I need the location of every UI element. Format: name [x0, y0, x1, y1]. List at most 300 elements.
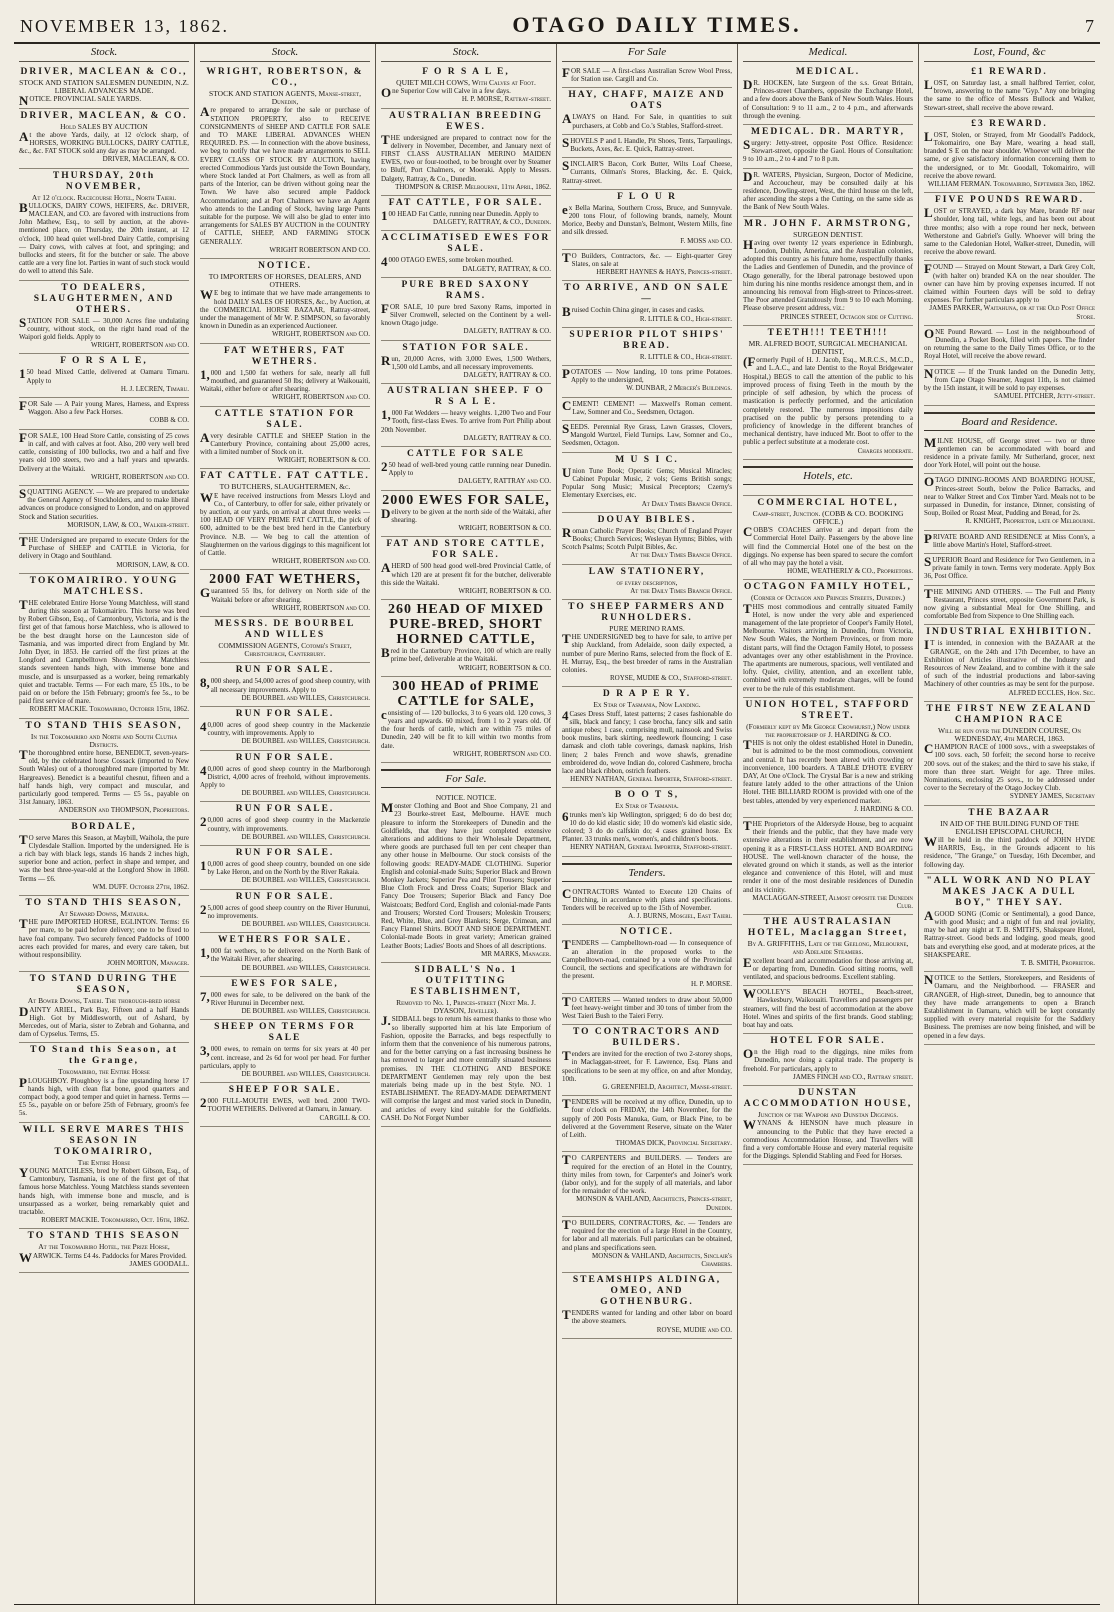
advert-body: 1,000 fat wethers, to be delivered on the North Bank of the Waitaki River, after shearing.: [200, 945, 370, 964]
advert-heading: £3 REWARD.: [971, 118, 1048, 129]
advert-signature: THOMAS DICK, Provincial Secretary.: [615, 1139, 732, 1148]
advert-signature: SAMUEL PITCHER, Jetty-street.: [994, 392, 1095, 401]
advert-heading: TO DEALERS, SLAUGHTERMEN, AND OTHERS.: [33, 282, 175, 315]
advertisement: [381, 792, 551, 963]
advertisement: [19, 574, 189, 719]
advertisement: [743, 65, 913, 125]
advert-body: LOST, on Saturday last, a small halfbred Terrier, color, brown, answering to the name "Gyp." Any one bringing the same to the office of Messrs Bullock and Walker, Stewart-street, shall receive the above reward.: [924, 77, 1095, 112]
advert-signature: MORISON, LAW, & CO.: [116, 560, 189, 569]
advert-body: STATION FOR SALE — 30,000 Acres fine undulating country, without stock, on the right hand road of the Waipori gold fields. Apply to: [19, 314, 189, 342]
column-heading: Medical.: [743, 44, 913, 62]
advert-subheading: The Entire Horse: [77, 1157, 131, 1167]
issue-date: NOVEMBER 13, 1862.: [20, 16, 230, 36]
advert-heading: TO STAND THIS SEASON: [27, 1231, 181, 1242]
advert-body: TENDERS wanted for landing and other labor on board the above steamers.: [562, 1307, 732, 1326]
advertisement: [200, 933, 370, 977]
advert-body: 1,000 Fat Wedders — heavy weights. 1,200 Two and Four Tooth, first-class Ewes. To arrive from Port Philip about 20th November.: [381, 407, 551, 434]
advert-heading: RUN FOR SALE.: [235, 665, 335, 676]
advert-body: BULLOCKS, DAIRY COWS, HEIFERS, &c. DRIVER, MACLEAN, and CO. are favored with instructions from John Mathew, Esq., to sell by auction, at the above-mentioned place, on Thursday, the 20th instant, at 12 o'clock, 100 head quiet well-bred Dairy Cattle, comprising — Dairy cows, with calves at foot, and springing; and bullocks and steers, fit for the butcher or sale. The above cattle are a very fine lot. Parties in want of such stock would do well to attend this Sale.: [19, 199, 189, 276]
advert-signature: DE BOURBEL and WILLES, Christchurch.: [241, 1070, 370, 1079]
page-number: 7: [1084, 16, 1094, 36]
advertisement: [924, 972, 1095, 1045]
advert-body: TO CARPENTERS and BUILDERS. — Tenders are required for the erection of an Hotel in the Country, thirty miles from town, for Carpenter's and Joiner's work (labor only), and for the supply of all materials, and labor for the remainder of the work.: [562, 1152, 732, 1196]
advert-subheading: Hold SALES BY AUCTION: [60, 121, 148, 131]
advertisement: [19, 486, 189, 534]
advertisement: [200, 407, 370, 470]
advertisement: [381, 600, 551, 677]
advert-subheading: By A. GRIFFITHS, Late of the Geelong, Melbourne, and Adelaide Steamers.: [747, 939, 909, 957]
advert-subheading: PURE MERINO RAMS.: [609, 623, 685, 633]
advert-body: 1,000 and 1,500 fat wethers for sale, nearly all full mouthed, and guaranteed 50 lbs; delivery at Waikouaiti, Waitaki, either before or after shearing.: [200, 366, 370, 394]
advert-heading: D R A P E R Y.: [602, 689, 692, 700]
advert-body: WOOLLEY'S BEACH HOTEL, Beach-street, Hawkesbury, Waikouaiti. Travellers and passengers per steamers, will find the best of accommodation at the above Hotel. Wines and spirits of the first brands. Good stabling; boat hay and oats.: [743, 986, 913, 1030]
advert-heading: RUN FOR SALE.: [235, 752, 335, 763]
advert-heading: FIVE POUNDS REWARD.: [934, 195, 1085, 206]
advert-signature: COBB & CO.: [149, 416, 189, 425]
advert-body: On the High road to the diggings, nine miles from Dunedin, now doing a capital trade. The property is freehold. For particulars, apply to: [743, 1046, 913, 1073]
advert-body: SUPERIOR Board and Residence for Two Gentlemen, in a private family in town. Terms very moderate. Apply Box 36, Post Office.: [924, 553, 1095, 581]
advertisement: [200, 802, 370, 846]
advert-body: SHOVELS P and L Handle, Pit Shoes, Tents, Tarpaulings, Buckets, Axes, &c. E. Quick, Rattray-street.: [562, 134, 732, 154]
advert-signature: WRIGHT, ROBERTSON and CO.: [91, 472, 189, 481]
advert-body: 25,000 acres of good sheep country on the River Hurunui, no improvements.: [200, 901, 370, 920]
advert-subheading: NOTICE. NOTICE.: [435, 792, 497, 802]
advert-body: FOR Sale — A Pair young Mares, Harness, and Express Waggon. Also a few Pack Horses.: [19, 398, 189, 417]
advertisement: [562, 421, 732, 453]
advertisement: [743, 489, 913, 496]
advert-signature: A. J. BURNS, Mosgiel, East Taieri.: [628, 912, 732, 921]
advertisement: [200, 570, 370, 617]
advertisement: [200, 617, 370, 663]
advert-signature: WRIGHT, ROBERTSON & CO.: [277, 456, 370, 465]
advert-body: AHERD of 500 head good well-bred Provincial Cattle, of which 120 are at present fit for the butcher, deliverable this side the Waitaki.: [381, 560, 551, 587]
advert-subheading: COMMISSION AGENTS, Cotomb's Street, Christchurch, Canterbury.: [218, 640, 352, 659]
column-heading: Lost, Found, &c: [924, 44, 1095, 62]
advert-heading: MESSRS. DE BOURBEL AND WILLES: [214, 618, 356, 640]
advert-body: Delivery to be given at the north side of the Waitaki, after shearing.: [381, 505, 551, 524]
advert-body: THIS most commodious and centrally situated Family Hotel, is now under the very able and experienced management of the late proprietor of Cooper's Family Hotel, Melbourne. Visitors arriving in Dunedin, from Victoria, New South Wales, the Northern Provinces, or from more distant parts, will find the Octagon Family Hotel, to possess advantages over any other establishment in the Province. The apartments are numerous, spacious, well ventilated and lofty. Quiet, civility, attention, and an excellent table, combined with extremely moderate charges, will be found ever to be the rule of this establishment.: [743, 600, 913, 693]
advert-body: LOST or STRAYED, a dark bay Mare, brande RF near shoulder, long tail, white legs, and has been out about three months; also with a rope round her neck, between Wetherstone and Gabriel's Gully. Whoever will bring the same to the Caledonian Hotel, Walker-street, Dunedin, will receive the above reward.: [924, 205, 1095, 257]
advert-heading: HOTEL FOR SALE.: [770, 1036, 886, 1047]
advert-body: Guaranteed 55 lbs, for delivery on North side of the Waitaki before or after shearing.: [200, 585, 370, 604]
advertisement: [381, 963, 551, 1127]
advertisement: [200, 469, 370, 570]
advert-body: ex Bella Marina, Southern Cross, Bruce, and Sunnyvale. 200 tons Flour, of following brands, namely, Mount Morice, Beeby and Dunstan's, Belmont, Western Mills, fine and silk dressed.: [562, 201, 732, 237]
advert-signature: DALGETY, RATTRAY & CO.: [463, 433, 551, 442]
advert-heading: TO STAND DURING THE SEASON,: [29, 974, 179, 996]
advert-heading: DRIVER, MACLEAN & CO.,: [20, 67, 188, 77]
advert-subheading: Removed to No. 1, Princes-street (Next Mr. J. DYASON, Jeweller).: [396, 998, 536, 1016]
advert-body: DR. WATERS, Physician, Surgeon, Doctor of Medicine, and Accoucheur, may be consulted daily at his residence, Dowling-street, West, the third house on the left, after ascending the steps a the Cutting, on the same side as the Bank of New South Wales.: [743, 168, 913, 212]
advert-body: THE pure IMPORTED HORSE, EGLINTON. Terms: £6 per mare, to be paid before delivery; one to be fixed to have foal company. Two securely fenced Paddocks of 1000 acres each provided for mares, and every care taken, but without responsibility.: [19, 916, 189, 960]
advert-heading: RUN FOR SALE.: [235, 848, 335, 858]
advert-signature: R. LITTLE & CO., High-street.: [639, 314, 732, 323]
column-heading: For Sale: [562, 44, 732, 62]
advertisement: [924, 586, 1095, 626]
advert-signature: PRINCES STREET, Octagon side of Cutting.: [780, 312, 913, 321]
advert-signature: WRIGHT, ROBERTSON and CO.: [272, 330, 370, 339]
advert-heading: TO STAND THIS SEASON,: [25, 720, 183, 731]
advert-body: FOR SALE, 100 Head Store Cattle, consisting of 25 cows in calf, and with calves at foot. Also, 200 very well bred cattle, consisting of 100 bullocks, two and a half and five years old 100 steers, two and a half years and upwards. Delivery at the Waitaki.: [19, 429, 189, 473]
advert-heading: 2000 FAT WETHERS,: [209, 572, 361, 588]
advert-body: YOUNG MATCHLESS, bred by Robert Gibson, Esq., of Camtonbury, Tasmania, is one of the first get of that famous horse Matchless. Young Matchless stands seventeen hands high, with immense bone and muscle, and is unsurpassed as a worker, being remarkably quiet and tractable.: [19, 1164, 189, 1216]
advert-heading: TO SHEEP FARMERS AND RUNHOLDERS.: [568, 601, 726, 623]
advert-heading: AUSTRALIAN SHEEP. F O R S A L E.: [387, 386, 545, 408]
advert-signature: WILLIAM FERMAN. Tokomairiro, September 3rd, 1862.: [927, 180, 1095, 189]
advert-heading: 260 HEAD OF MIXED PURE-BRED, SHORT HORNED CATTLE,: [387, 602, 545, 648]
advert-signature: MACLAGGAN-STREET, Almost opposite the Dunedin Club.: [752, 893, 913, 911]
advertisement: [19, 820, 189, 896]
advertisement: [562, 994, 732, 1026]
advert-body: 10,000 acres of good sheep country, bounded on one side by Lake Heron, and on the North by the River Rakaia.: [200, 858, 370, 877]
advert-heading: FAT AND STORE CATTLE, FOR SALE.: [386, 539, 546, 561]
advertisement: [200, 751, 370, 803]
advertisement: [200, 846, 370, 890]
advert-heading: F O R S A L E,: [422, 67, 510, 77]
section-heading: Tenders.: [562, 863, 732, 882]
advertisement: [743, 326, 913, 460]
advertisement: [200, 707, 370, 751]
advert-heading: WETHERS FOR SALE.: [217, 935, 353, 946]
advert-signature: DE BOURBEL and WILLES, Christchurch.: [241, 963, 370, 972]
advert-body: THE celebrated Entire Horse Young Matchless, will stand during this season at Tokomairiro. This horse was bred by Robert Gibson, Esq., of Camtonbury, Victoria, and is the first get of that famous horse Matchless, who is allowed to be the best draught horse on the Launceston side of Tasmania, and was imported direct from England by Mr. John Dyer, in 1853. He carried off the first prizes at the Longford and Campbelltown Shows. Young Matchless stands seventeen hands high, with immense bone and muscle, and is unsurpassed as a worker, being remarkably quiet and tractable. Terms — For each mare, £5 10s., to be paid on or before the 15th February; groom's fee 5s., to be paid first service of mare.: [19, 596, 189, 706]
advert-body: WYNANS & HENSON have much pleasure in announcing to the Public that they have erected a commodious Accommodation House, and Travellers will find a very comfortable House and every material requisite for the Diggings. Splendid Stabling and Feed for Horses.: [743, 1117, 913, 1161]
advert-signature: R. KNIGHT, Proprietor, late of Melbourne.: [965, 517, 1095, 526]
column-2: [195, 44, 376, 1604]
advert-body: Bred in the Canterbury Province, 100 of which are really prime beef, deliverable at the Waitaki.: [381, 645, 551, 664]
advert-body: 4000 OTAGO EWES, some broken mouthed.: [381, 254, 513, 270]
section-heading: Hotels, etc.: [743, 466, 913, 485]
advert-subheading: of every description,: [616, 577, 678, 587]
advertisement: [562, 190, 732, 250]
advert-heading: SUPERIOR PILOT SHIPS' BREAD.: [569, 329, 725, 351]
advert-body: 2000 FULL-MOUTH EWES, well bred. 2000 TWO-TOOTH WETHERS. Delivered at Oamaru, in January.: [200, 1095, 370, 1114]
advert-body: At the above Yards, daily, at 12 o'clock sharp, of HORSES, WORKING BULLOCKS, DAIRY CATTLE, &c., &c. FAT STOCK sold any day as may be arranged.: [19, 128, 189, 156]
advert-signature: JAMES PARKER, Waitahuna, or at the Old Post Office Store.: [929, 304, 1095, 321]
advert-heading: EWES FOR SALE,: [231, 978, 339, 989]
advert-signature: MORISON, LAW, & CO., Walker-street.: [67, 520, 189, 529]
advert-subheading: (Corner of Octagon and Princes Streets, Dunedin.): [750, 593, 906, 603]
advertisement: [924, 193, 1095, 261]
advert-heading: FAT WETHERS, FAT WETHERS.: [223, 345, 346, 367]
advert-signature: J. HARDING & CO.: [854, 804, 913, 813]
advert-body: TO BUILDERS, CONTRACTORS, &c. — Tenders are required for the erection of a large Hotel in the Country, for labor and all materials. Full particulars can be obtained, and plans and specifications seen.: [562, 1216, 732, 1252]
advert-heading: UNION HOTEL, STAFFORD STREET.: [745, 699, 911, 721]
advert-subheading: TO BUTCHERS, SLAUGHTERMEN, &c.: [219, 482, 351, 492]
column-heading: Stock.: [200, 44, 370, 62]
advert-body: 40,000 acres of good sheep country in the Mackenzie country, with improvements. Apply to: [200, 718, 370, 738]
advert-signature: DE BOURBEL and WILLES, Christchurch.: [241, 789, 370, 798]
advert-body: NOTICE to the Settlers, Storekeepers, and Residents of Oamaru, and the Neighborhood. — FRASER and GRANGER, of High-street, Dunedin, beg to announce that they have made arrangements to open a Branch Establishment in Oamaru, which will be kept constantly supplied with every material requisite for the Saddlery Business. The premises are now being finished, and will be opened in a few days.: [924, 972, 1095, 1040]
advertisement: [743, 818, 913, 915]
advert-signature: DE BOURBEL and WILLES, Christchurch.: [241, 832, 370, 841]
advertisement: [562, 250, 732, 282]
advert-body: NOTICE — If the Trunk landed on the Dunedin Jetty, from Cape Otago Steamer, August 11th, is not claimed by the 15th instant, it will be sold to pay expenses.: [924, 365, 1095, 393]
advert-signature: ROYSE, MUDIE and CO.: [656, 1325, 732, 1334]
column-3: [376, 44, 557, 1604]
advert-signature: WRIGHT, ROBERTSON & CO.: [458, 663, 551, 672]
advertisement: [200, 1083, 370, 1127]
advertisement: [200, 259, 370, 344]
advert-body: PLOUGHBOY. Ploughboy is a fine upstanding horse 17 hands high, with clean flat bone, good quarters and compact body, a good temper and quiet in harness. Terms — £5 5s., payable on or before 25th of February, groom's fee 5s.: [19, 1074, 189, 1118]
advertisement: [743, 125, 913, 169]
advert-signature: ROBERT MACKIE. Tokomairiro, October 15th, 1862.: [29, 705, 189, 714]
advert-signature: DALGETY, RATTRAY, & CO.: [462, 264, 551, 273]
advertisement: [562, 1152, 732, 1216]
advert-body: The thoroughbred entire horse, BENEDICT, seven-years-old, by the celebrated horse Cossack (imported to New South Wales) out of a thoroughbred mare (imported by Mr. Hargreaves). Benedict is a beautiful chesnut, fifteen and a half hands high, very compact and muscular, and particularly good tempered. Terms — £5 5s., payable on 31st January, 1863.: [19, 746, 189, 807]
advert-subheading: At Bower Downs, Taieri. The thorough-bred horse: [27, 996, 181, 1006]
advert-heading: RUN FOR SALE.: [235, 708, 335, 719]
advert-heading: BORDALE,: [71, 821, 137, 832]
advert-signature: JOHN MORTON, Manager.: [107, 959, 189, 968]
advertisement: [200, 890, 370, 934]
advert-signature: DE BOURBEL and WILLES, Christchurch.: [241, 693, 370, 702]
advert-heading: TEETH!!! TEETH!!!: [767, 327, 889, 338]
advertisement: [924, 531, 1095, 554]
advert-heading: HAY, CHAFF, MAIZE AND OATS: [568, 90, 726, 112]
advert-signature: DE BOURBEL and WILLES, Christchurch.: [241, 920, 370, 929]
advert-signature: H. P. MORSE.: [690, 980, 732, 989]
advert-body: Avery desirable CATTLE and SHEEP Station in the Canterbury Province, containing about 25,000 acres, with a limited number of Stock on it.: [200, 429, 370, 456]
advert-body: AGOOD SONG (Comic or Sentimental), a good Dance, with good Music; and a night of fun and real joviality, may be had any night at T. B. SMITH'S, Shakspeare Hotel, Rattray-street. Good beds and lodging, good meals, good bats and everything else good, and at moderate prices, at the SHAKSPEARE.: [924, 907, 1095, 959]
advertisement: [562, 925, 732, 993]
advert-signature: At the Daily Times Branch Office.: [630, 551, 732, 560]
advert-body: THE Proprietors of the Aldersyde House, beg to acquaint their friends and the public, that they have made very extensive alterations in their establishment, and are now opening it as a FIRST-CLASS HOTEL AND BOARDING HOUSE. The well-known character of the house, the elevated ground on which it stands, as well as the interior elegance and convenience of this Hotel, will and must render it one of the most desirable residences of Dunedin and its vicinity.: [743, 818, 913, 894]
advert-heading: FAT CATTLE, FOR SALE.: [388, 198, 544, 209]
advert-heading: COMMERCIAL HOTEL,: [757, 497, 899, 508]
advert-body: TENDERS — Campbelltown-road — In consequence of an alteration in the proposed works to the Campbelltown-road, contained by a vote of the Provincial Council, the sections and specifications are withdrawn for the present.: [562, 937, 732, 981]
column-6: [919, 44, 1100, 1604]
advert-body: Union Tune Book; Operatic Gems; Musical Miracles; Cabinet Popular Music, 2 vols; Gems British songs; Popular Song Music; Musical Preceptors; Czerny's Elementary Exercises, etc.: [562, 464, 732, 500]
section-heading: For Sale.: [381, 769, 551, 788]
advert-body: Are prepared to arrange for the sale or purchase of STATION PROPERTY, also to RECEIVE CONSIGNMENTS of SHEEP AND CATTLE FOR SALE and TO MAKE LIBERAL ADVANCES WHEN REQUIRED. P.S. — In connection with the above business, we beg to notify that we have made arrangements to SELL EVERY CLASS OF STOCK BY AUCTION, having erected Commodious Yards just outside the Town Boundary, where Stock landed at Port Chalmers, as well as from all parts of the Interior, can be driven without going near the Town. We have also secured ample Paddock Accommodation; and at Port Chalmers we have an Agent who attends to the Landing of Stock, having large Punts suitable for the purpose. We will also be glad to enter into arrangements for SALES BY AUCTION in the COUNTRY of CATTLE, SHEEP, AND FARMING STOCK GENERALLY.: [200, 104, 370, 246]
advert-signature: HOME, WEATHERLY & CO., Proprietors.: [787, 567, 913, 576]
newspaper-title: OTAGO DAILY TIMES.: [512, 12, 802, 37]
advertisement: [562, 788, 732, 856]
advert-heading: RUN FOR SALE.: [235, 891, 335, 902]
advertisement: [743, 986, 913, 1034]
advert-subheading: Ex Star of Tasmania, Now Landing.: [593, 700, 701, 710]
advert-body: 7,000 ewes for sale, to be delivered on the bank of the River Hurunui in December next.: [200, 988, 370, 1008]
advert-body: 150 head Mixed Cattle, delivered at Oamaru Timaru. Apply to: [19, 366, 189, 385]
advert-body: DAINTY ARIEL, Park Bay, Fifteen and a half Hands High. Got by Middlesworth, out of Ashard, by Mercedes, out of Maria, sister to Zebrah and Gohanna, and dam of Cypselus. Terms, £5.: [19, 1003, 189, 1039]
advert-body: THIS is not only the oldest established Hotel in Dunedin, but is admitted to be the most commodious, convenient and central. It has recently been altered with crowding or inconvenience, 100 boarders. A TABLE D'HOTE EVERY DAY, At One o'Clock. The Crystal Bar is a new and striking feature lately added to the other attractions of the Union Hotel. THE BILLIARD ROOM is provided with one of the best tables, attended by very experienced marker.: [743, 737, 913, 805]
advertisement: [743, 217, 913, 326]
advert-signature: ALFRED ECCLES, Hon. Sec.: [1008, 688, 1095, 697]
advert-body: COBB'S COACHES arrive at and depart from the Commercial Hotel Daily. Passengers by the above line will find the Commercial Hotel one of the best on the diggings. No expense has been spared to secure the comfort of all who may pay the hotel a visit.: [743, 524, 913, 567]
advert-body: 40,000 acres of good sheep country in the Marlborough District, 4,000 acres of freehold, without improvements. Apply to: [200, 762, 370, 789]
advert-heading: TO ARRIVE, AND ON SALE —: [564, 283, 730, 305]
advert-heading: F L O U R: [617, 191, 677, 202]
advertisement: [381, 447, 551, 491]
advert-body: J.SIDBALL begs to return his earnest thanks to those who so liberally supported him at his late Emporium of Fashion, opposite the Barracks, and begs respectfully to inform them that the convenience of his numerous patrons, and for the better carrying on a fast increasing business he has removed to larger and more centrally situated business premises. IN THE CLOTHING AND BESPOKE DEPARTMENT Gentlemen may rely upon the best materials being made up in the best Style. NO. 1 ESTABLISHMENT. The READY-MADE DEPARTMENT will comprise the largest and most varied stock in Dunedin, and articles of every kind suitable for the Goldfields. CASH. Do Not Forget Number: [381, 1013, 551, 1122]
column-5: [738, 44, 919, 1604]
advert-signature: HENRY NATHAN, General Importer, Stafford-street.: [570, 843, 732, 852]
advert-body: NOTICE. PROVINCIAL SALE YARDS.: [19, 93, 142, 109]
advert-subheading: QUIET MILCH COWS, With Calves at Foot.: [396, 78, 536, 87]
advert-heading: THE AUSTRALASIAN HOTEL, Maclaggan Street,: [747, 917, 909, 939]
advert-body: IT is intended, in connexion with the BAZAAR at the GRANGE, on the 24th and 17th December, to have an Exhibition of Articles illustrative of the Industry and Resources of New Zealand, and to combine with it the sale of such of the industrial productions and labor-saving Machinery of other countries as may be sent for the purpose.: [924, 637, 1095, 689]
advert-signature: WRIGHT, ROBERTSON & CO.: [458, 524, 551, 533]
advert-heading: NOTICE.: [620, 927, 674, 938]
advert-signature: DALGETY, RATTRAY & CO.: [463, 371, 551, 380]
advertisement: [743, 1034, 913, 1086]
advert-signature: WRIGHT, ROBERTSON and CO.: [272, 603, 370, 612]
advert-heading: WRIGHT, ROBERTSON, & CO.,: [206, 67, 364, 88]
advert-signature: DALGETY, RATTRAY, & CO., Dunedin.: [432, 218, 551, 227]
advert-heading: F O R S A L E,: [60, 356, 148, 367]
advertisement: [743, 169, 913, 217]
advert-heading: M U S I C.: [615, 454, 679, 465]
advert-signature: W. DUNBAR, 2 Mercer's Buildings.: [626, 384, 732, 393]
advertisement: [562, 886, 732, 926]
advertisement: [924, 65, 1095, 117]
advert-body: SINCLAIR'S Bacon, Cork Butter, Wilts Loaf Cheese, Currants, Oilman's Stores, Blacking, &c. E. Quick, Rattray-street.: [562, 158, 732, 185]
advert-signature: MONSON & VAHLAND, Architects, Sinclair's Chambers.: [592, 1251, 732, 1268]
advertisement: [381, 231, 551, 277]
advert-body: TO CARTERS — Wanted tenders to draw about 50,000 feet heavy-weight timber and 30 tons of timber from the West Taieri Bush to the Taieri Ferry.: [562, 993, 732, 1021]
advert-signature: WRIGHT, ROBERTSON and CO.: [272, 557, 370, 566]
advert-body: Monster Clothing and Boot and Shoe Company, 21 and 23 Bourke-street East, Melbourne. HAVE much pleasure to inform the Storekeepers of Dunedin and the Goldfields, that they have just completed extensive alterations and additions to their Wholesale Department, where goods are purchased full ten per cent cheaper than any other house in Melbourne. Our stock consists of the following goods: READY-MADE CLOTHING. Superior English and colonial-made Suits; Superior Black and Brown Monkey Jackets; Superior Pea and Pilot Trousers; Superior Blue Cloth Frock and Dress Coats; Superior Black and Fancy Doe Trousers; Superior Black and Fancy Doe Waistcoats; Bedford Cord, English and colonial-made Pants and Trousers; Worsted Cord Trousers; Moleskin Trousers; Red, White, Blue, and Grey Blankets; Serge, Crimean, and Fancy Flannel Shirts. BOOT AND SHOE DEPARTMENT. Colonial-made Boots in great variety; American grained Leather Boots; Ladies' Boots and Shoes of all descriptions.: [381, 800, 551, 950]
advert-heading: 2000 EWES FOR SALE,: [382, 492, 550, 508]
advert-signature: Charges moderate.: [857, 446, 913, 455]
advertisement: [562, 513, 732, 565]
advert-signature: ANDERSON and THOMPSON, Proprietors.: [58, 806, 189, 815]
advertisement: [562, 88, 732, 134]
advert-body: Surgery: Jetty-street, opposite Post Office. Residence: Stewart-street, opposite the Gaol. Hours of Consultation: 9 to 10 a.m., 2 to 4 and 7 to 8 p.m.: [743, 137, 913, 164]
advertisement: [19, 430, 189, 486]
advertisement: [562, 453, 732, 513]
advertisement: [562, 398, 732, 421]
advertisement: [19, 534, 189, 574]
advertisement: [19, 169, 189, 281]
advert-signature: DE BOURBEL and WILLES, Christchurch.: [241, 737, 370, 746]
advertisement: [924, 261, 1095, 325]
advert-body: One Superior Cow will Calve in a few days.: [381, 85, 511, 101]
advertisement: [562, 366, 732, 398]
advertisement: [924, 117, 1095, 193]
advertisement: [200, 344, 370, 407]
advert-signature: F. MOSS and CO.: [680, 236, 732, 245]
advert-body: CONTRACTORS Wanted to Execute 120 Chains of Ditching, in accordance with plans and specifications. Tenders will be received up to the 15th of November.: [562, 885, 732, 912]
advert-subheading: At Seaward Downs, Mataura.: [59, 909, 149, 919]
advert-heading: MEDICAL. DR. MARTYR,: [751, 127, 905, 138]
advert-body: WARWICK. Terms £4 4s. Paddocks for Mares Provided.: [19, 1249, 187, 1265]
column-4: [557, 44, 738, 1604]
advertisement: [924, 806, 1095, 874]
advert-heading: LAW STATIONERY,: [588, 566, 706, 577]
advert-subheading: STOCK AND STATION SALESMEN DUNEDIN, N.Z. LIBERAL ADVANCES MADE.: [19, 78, 189, 96]
advert-heading: "ALL WORK AND NO PLAY MAKES JACK A DULL BOY," THEY SAY.: [926, 875, 1093, 908]
advertisement: [562, 1217, 732, 1273]
advert-subheading: Junction of the Waipori and Dunstan Diggings.: [757, 1110, 899, 1120]
advert-body: 8,000 sheep, and 54,000 acres of good sheep country, with all necessary improvements. Apply to: [200, 675, 370, 694]
advert-body: TO serve Mares this Season, at Maybill, Waihola, the pure Clydesdale Stallion. Imported by the undersigned. He is a rich bay with black legs, stands 16 hands 2 inches high, superior bone and action, perfect in shape and temper, and was the best three-year-old at the Longford Show in 1860. Terms — £6.: [19, 831, 189, 883]
advertisement: [562, 328, 732, 366]
advert-subheading: Ex Star of Tasmania.: [615, 801, 679, 811]
advertisement: [562, 1273, 732, 1339]
advert-signature: HERBERT HAYNES & HAYS, Princes-street.: [596, 268, 732, 277]
advert-body: ONE Pound Reward. — Lost in the neighbourhood of Dunedin, a Pocket Book, filled with papers. The finder on returning the same to the Daily Times Office, or to the Royal Hotel, will receive the above reward.: [924, 325, 1095, 361]
advert-body: TENDERS will be received at my office, Dunedin, up to four o'clock on FRIDAY, the 14th November, for the supply of 200 Posts Manuka, Gum, or Black Pine, to be delivered at the Government Reserve, situate on the Water of Leith.: [562, 1096, 732, 1140]
advert-heading: SHEEP ON TERMS FOR SALE: [214, 1022, 356, 1044]
advert-heading: RUN FOR SALE.: [235, 804, 335, 815]
advert-subheading: At the Tokomairiro Hotel, the Prize Horse,: [38, 1242, 170, 1252]
advertisement: [924, 874, 1095, 972]
advert-body: THE MINING AND OTHERS. — The Full and Plenty Restaurant, Princes street, opposite Government Park, is now giving a substantial Meal for One Shilling, and comfortable Bed from Sixpence to One Shilling each.: [924, 585, 1095, 621]
advert-heading: CATTLE STATION FOR SALE.: [214, 408, 356, 430]
advert-heading: DUNSTAN ACCOMMODATION HOUSE,: [743, 1088, 913, 1110]
advert-signature: ROYSE, MUDIE & CO., Stafford-street.: [610, 674, 732, 683]
advert-body: FOR SALE, 10 pure bred Saxony Rams, imported in Silver Cromwell, selected on the Continent by a well-known Otago judge.: [381, 300, 551, 328]
advertisement: [562, 158, 732, 190]
advertisement: [924, 702, 1095, 806]
column-heading: Stock.: [19, 44, 189, 62]
advert-body: THE Undersigned are prepared to execute Orders for the Purchase of SHEEP and CATTLE in Victoria, for delivery in Otago and Southland.: [19, 533, 189, 561]
advert-signature: DALGETY, RATTRAY & CO.: [463, 327, 551, 336]
advert-heading: MR. JOHN F. ARMSTRONG,: [744, 218, 912, 229]
advert-body: THE UNDERSIGNED beg to have for sale, to arrive per ship Auckland, from Adelaide, soon daily expected, a number of pure Merino Rams, selected from the flock of E. H. Murray, Esq., the best breeder of rams in the Australian colonies.: [562, 631, 732, 674]
advertisement: [19, 398, 189, 430]
advert-body: Bruised Cochin China ginger, in cases and casks.: [562, 304, 705, 320]
advertisement: [200, 663, 370, 707]
advert-subheading: MR. ALFRED BOOT, SURGICAL MECHANICAL DENTIST,: [748, 338, 908, 357]
advertisement: [562, 600, 732, 687]
advertisement: [743, 1086, 913, 1165]
advert-body: WE beg to intimate that we have made arrangements to hold DAILY SALES OF HORSES, &c., by Auction, at the COMMERCIAL HORSE BAZAAR, Rattray-street, under the management of Mr W. P. SIMPSON, so favorably known in Dunedin as an experienced Auctioneer.: [200, 287, 370, 331]
advert-heading: PURE BRED SAXONY RAMS.: [401, 279, 531, 301]
advert-body: CHAMPION RACE of 1000 sovs., with a sweepstakes of 100 sovs. each, 50 forfeit; the second horse to receive 200 sovs. out of the stakes; and the third to save his stake, if more than three start. Weight for age. Three miles. Nominations, enclosing 25 sovs., to be addressed under cover to the Secretary of the Otago Jockey Club.: [924, 741, 1095, 793]
advert-body: Having over twenty 12 years experience in Edinburgh, London, Dublin, America, and the Australian colonies, adopted this country as his future home, respectfully thanks the Ladies and Gentlemen of Dunedin, and the province of Otago generally, for the liberal patronage bestowed upon him during his nine months residence amongst them, and in announcing his removal from High-street to Princes-street. The Poor attended Gratuitously from 9 to 10 each Morning. Please observe present address, viz.:: [743, 236, 913, 313]
advert-signature: H. J. LECREN, Timaru.: [120, 384, 189, 393]
advert-body: MILNE HOUSE, off George street — two or three gentlemen can be accommodated with board and residence in a private family. Mr Sutherland, grocer, next door York Hotel, will point out the house.: [924, 434, 1095, 470]
advert-signature: G. GREENFIELD, Architect, Manse-street.: [602, 1083, 732, 1092]
advertisement: [19, 354, 189, 398]
advert-heading: WILL SERVE MARES THIS SEASON IN TOKOMAIRIRO,: [22, 1124, 186, 1157]
advert-subheading: Tokomairiro, the Entire Horse: [58, 1067, 150, 1077]
advert-body: Roman Catholic Prayer Books; Church of England Prayer Books; Church Services; Wesleyan Hymns; Bibles, with Scotch Psalms; Scotch Pulpit Bibles, &c.: [562, 524, 732, 552]
advert-body: 100 HEAD Fat Cattle, running near Dunedin. Apply to: [381, 208, 539, 224]
advert-signature: WM. DUFF. October 27th, 1862.: [92, 882, 189, 891]
advertisement: [562, 135, 732, 158]
advert-body: LOST, Stolen, or Strayed, from Mr Goodall's Paddock, Tokomairiro, one Bay Mare, wearing a head stall, branded S E on the near shoulder. Whoever will deliver the same, or give satisfactory information concerning them to the undersigned, or to Mr. Goodall, Tokomairiro, will receive the above reward.: [924, 128, 1095, 180]
advert-heading: SIDBALL'S No. 1 OUTFITTING ESTABLISHMENT,: [410, 965, 522, 997]
advertisement: [381, 196, 551, 231]
advert-signature: WRIGHT, ROBERTSON & CO.: [458, 586, 551, 595]
advertisement: [924, 625, 1095, 701]
advertisement: [381, 677, 551, 763]
advert-body: FOUND — Strayed on Mount Stewart, a Dark Grey Colt, (with halter on) branded KA on the near shoulder. The owner can have him by proving expenses incurred. If not claimed within Fourteen days will be sold to defray expenses. For further particulars apply to: [924, 261, 1095, 305]
advertisement: [562, 565, 732, 600]
advertisement: [19, 1043, 189, 1122]
advert-body: SQUATTING AGENCY. — We are prepared to undertake the General Agency of Stockholders, and to make liberal advances on produce consigned to London, and on approved Stock and Station securities.: [19, 485, 189, 521]
advert-heading: DRIVER, MACLEAN, & CO.: [20, 110, 188, 121]
advert-heading: STEAMSHIPS ALDINGA, OMEO, AND GOTHENBURG.: [572, 1275, 722, 1308]
advertisement: [743, 580, 913, 697]
advertisement: [381, 278, 551, 341]
advertisement: [924, 435, 1095, 475]
advert-body: 250 head of well-bred young cattle running near Dunedin. Apply to: [381, 459, 551, 478]
advertisement: [924, 366, 1095, 406]
advert-body: CEMENT! CEMENT! — Maxwell's Roman cement. Law, Somner and Co., Seedsmen, Octagon.: [562, 397, 732, 416]
advertisement: [381, 65, 551, 109]
advertisement: [562, 1096, 732, 1152]
advert-signature: JAMES FINCH and CO., Rattray street.: [793, 1072, 913, 1081]
advert-signature: DALGETY, RATTRAY and CO.: [458, 477, 551, 486]
advert-body: 4Cases Dress Stuff, latest patterns; 2 cases fashionable do silk, black and fancy; 1 case brocha, fancy silk and satin antique robes; 1 case, comprising mull, nainsook and Swiss book muslins, bark skirting, needlework flouncing; 1 case damask and cloth table coverings, damask napkins, Irish linen; 2 bales French and wove shawls, grenadine embroidered do, wove Indian do, colored Cashmere, brocha lace and black ribbon, ostrich feathers.: [562, 707, 732, 775]
advert-signature: At Daily Times Branch Office.: [641, 499, 732, 508]
advert-heading: TO CONTRACTORS AND BUILDERS.: [572, 1027, 722, 1049]
